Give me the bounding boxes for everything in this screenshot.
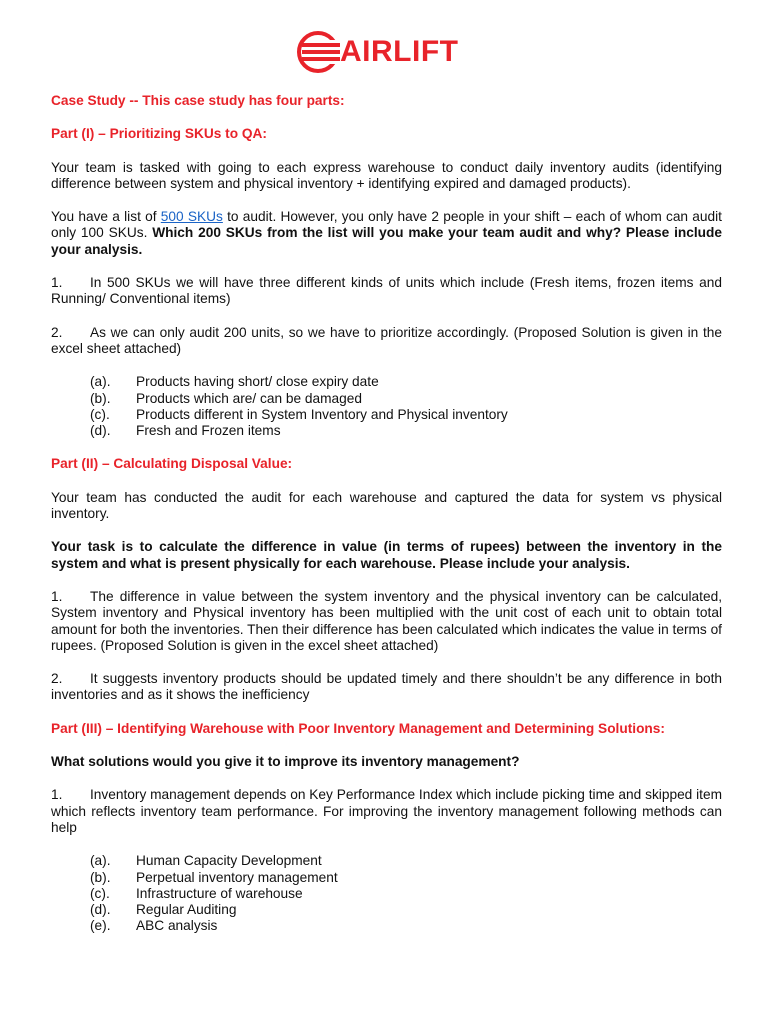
part1-sublist [51, 374, 722, 439]
logo-wordmark: AIRLIFT [340, 35, 459, 68]
list-item: (d). Regular Auditing [90, 902, 237, 918]
list-item: (c). Products different in System Inventory and Physical inventory [90, 406, 508, 422]
part1-item-2: 2. As we can only audit 200 units, so we have to prioritize accordingly. (Proposed Solution is given in the excel sheet attached) [51, 324, 722, 356]
list-item: (c). Infrastructure of warehouse [90, 885, 303, 901]
part3-sublist [51, 853, 722, 934]
case-study-title: Case Study -- This case study has four parts: [51, 93, 345, 108]
airlift-logo-icon [296, 30, 340, 74]
part3-item-1: 1. Inventory management depends on Key Performance Index which include picking time and skipped item which reflects inventory team performance. For improving the inventory management following methods can help [51, 787, 722, 835]
list-item: (b). Perpetual inventory management [90, 869, 338, 885]
part2-heading: Part (II) – Calculating Disposal Value: [51, 456, 293, 472]
part2-item-1: 1. The difference in value between the system inventory and the physical inventory can be calculated, System inventory and Physical inventory has been multiplied with the unit cost of each unit to obtain total amount for both the inventories. Then their difference has been calculated which indicates the value in terms of rupees. (Proposed Solution is given in the excel sheet attached) [51, 588, 722, 653]
sku-list-link[interactable]: 500 SKUs [160, 209, 223, 225]
part1-task: You have a list of 500 SKUs to audit. However, you only have 2 people in your shift – each of whom can audit only 100 SKUs. Which 200 SKUs from the list will you make your team audit and why? Please include your analysis. [51, 209, 723, 257]
part2-item-2: 2. It suggests inventory products should be updated timely and there shouldn’t be any difference in both inventories and as it shows the inefficiency [51, 671, 722, 703]
list-item: (a). Products having short/ close expiry date [90, 374, 379, 390]
part2-intro: Your team has conducted the audit for each warehouse and captured the data for system vs physical inventory. [51, 489, 722, 522]
document-body [51, 93, 722, 935]
part2-task: Your task is to calculate the difference in value (in terms of rupees) between the inventory in the system and what is present physically for each warehouse. Please include your analysis. [51, 539, 722, 571]
part3-heading: Part (III) – Identifying Warehouse with Poor Inventory Management and Determining Solutions: [51, 720, 665, 736]
part3-question: What solutions would you give it to improve its inventory management? [51, 754, 520, 770]
list-item: (d). Fresh and Frozen items [90, 423, 281, 439]
airlift-logo [296, 30, 458, 74]
part1-item-1: 1. In 500 SKUs we will have three different kinds of units which include (Fresh items, frozen items and Running/ Conventional items) [51, 275, 722, 307]
list-item: (a). Human Capacity Development [90, 853, 322, 869]
list-item: (b). Products which are/ can be damaged [90, 390, 362, 406]
list-item: (e). ABC analysis [90, 918, 218, 934]
part1-intro: Your team is tasked with going to each express warehouse to conduct daily inventory audits (identifying difference between system and physical inventory + identifying expired and damaged products). [51, 159, 722, 191]
part1-heading: Part (I) – Prioritizing SKUs to QA: [51, 126, 267, 142]
